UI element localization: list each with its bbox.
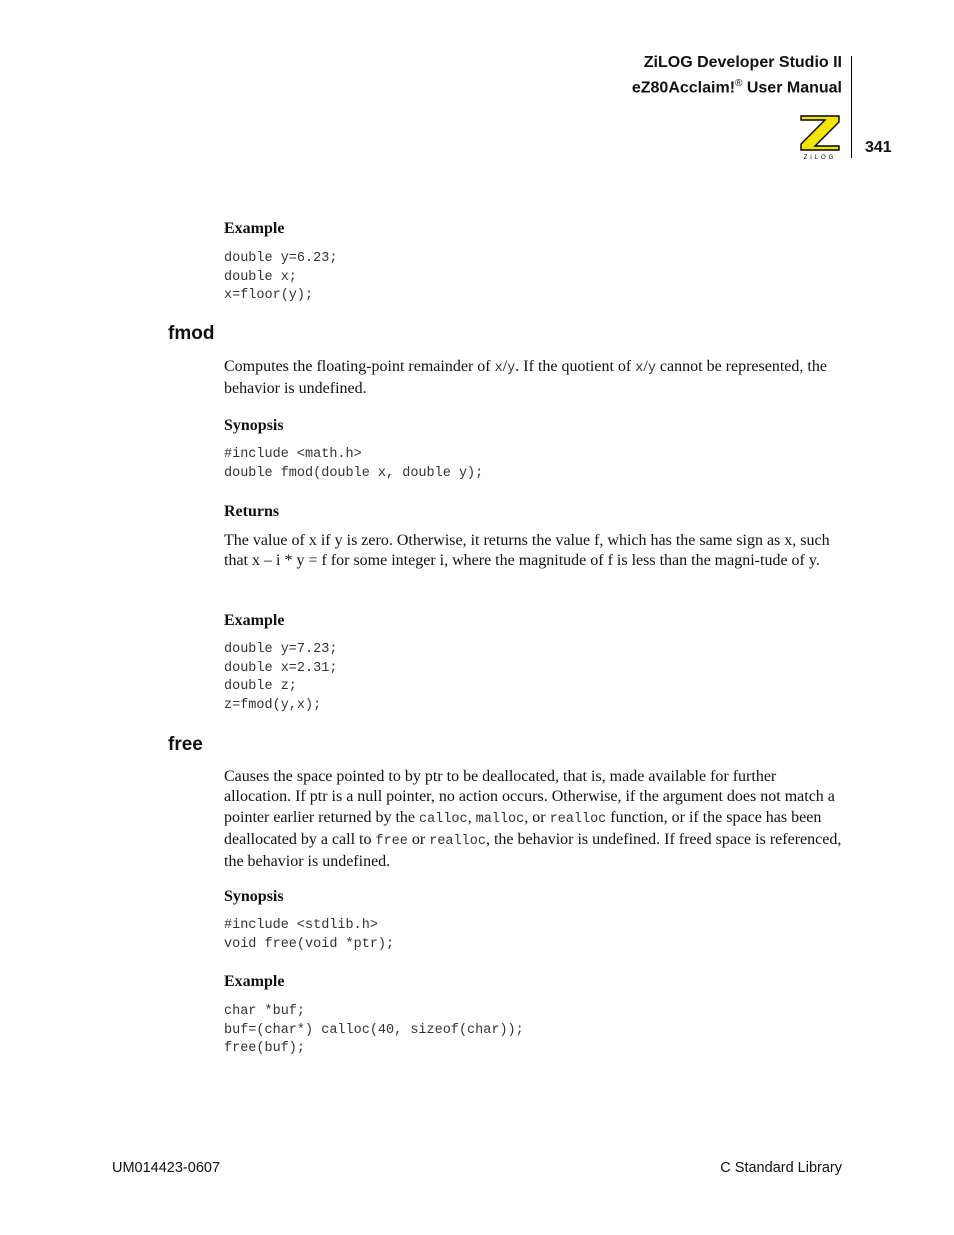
code-line: double fmod(double x, double y); bbox=[224, 465, 484, 481]
document-id: UM014423-0607 bbox=[112, 1160, 221, 1176]
code-line: #include <math.h> bbox=[224, 447, 362, 462]
code-line: buf=(char*) calloc(40, sizeof(char)); bbox=[224, 1022, 524, 1038]
header-manual-title: eZ80Acclaim!® User Manual bbox=[631, 78, 842, 97]
fmod-returns-label: Returns bbox=[224, 503, 280, 520]
fmod-synopsis-code bbox=[224, 446, 844, 483]
section-heading-free: free bbox=[168, 734, 203, 755]
free-synopsis-label: Synopsis bbox=[224, 888, 284, 905]
code-line: char *buf; bbox=[224, 1004, 306, 1019]
free-example-label: Example bbox=[224, 973, 285, 990]
code-line: x=floor(y); bbox=[224, 288, 314, 304]
header-product-title: ZiLOG Developer Studio II bbox=[643, 54, 842, 71]
header-divider bbox=[851, 56, 852, 158]
code-line: double z; bbox=[224, 679, 297, 695]
code-line: free(buf); bbox=[224, 1041, 306, 1057]
floor-example-label: Example bbox=[224, 220, 285, 237]
svg-text:ZiLOG: ZiLOG bbox=[803, 155, 837, 161]
code-line: void free(void *ptr); bbox=[224, 936, 395, 952]
code-line: #include <stdlib.h> bbox=[224, 918, 378, 933]
fmod-returns-text: The value of x if y is zero. Otherwise, it returns the value f, which has the same sign as x, such that x – i * y = f for some integer i, where the magnitude of f is less than the magni-tude of y. bbox=[224, 532, 830, 570]
document-header bbox=[632, 52, 842, 98]
code-line: z=fmod(y,x); bbox=[224, 698, 322, 714]
chapter-name: C Standard Library bbox=[720, 1160, 842, 1176]
free-description: Causes the space pointed to by ptr to be deallocated, that is, made available for further allocation. If ptr is a null pointer, no action occurs. Otherwise, if the argument does not match a pointer earlier returned by the calloc, malloc, or realloc function, or if the space has been deallocated by a call to free or realloc, the behavior is undefined. If freed space is referenced, the behavior is undefined. bbox=[224, 768, 842, 871]
fmod-example-code bbox=[224, 641, 844, 716]
section-heading-fmod: fmod bbox=[168, 323, 215, 344]
floor-example-code bbox=[224, 250, 844, 306]
fmod-example-label: Example bbox=[224, 612, 285, 629]
zilog-logo-icon bbox=[795, 112, 845, 162]
fmod-description: Computes the floating-point remainder of x/y. If the quotient of x/y cannot be represented, the behavior is undefined. bbox=[224, 358, 827, 398]
code-line: double x=2.31; bbox=[224, 660, 338, 676]
code-line: double x; bbox=[224, 269, 297, 285]
page-number: 341 bbox=[865, 139, 892, 156]
code-line: double y=7.23; bbox=[224, 642, 338, 657]
free-example-code bbox=[224, 1003, 844, 1059]
fmod-synopsis-label: Synopsis bbox=[224, 417, 284, 434]
free-synopsis-code bbox=[224, 917, 844, 954]
code-line: double y=6.23; bbox=[224, 251, 338, 266]
